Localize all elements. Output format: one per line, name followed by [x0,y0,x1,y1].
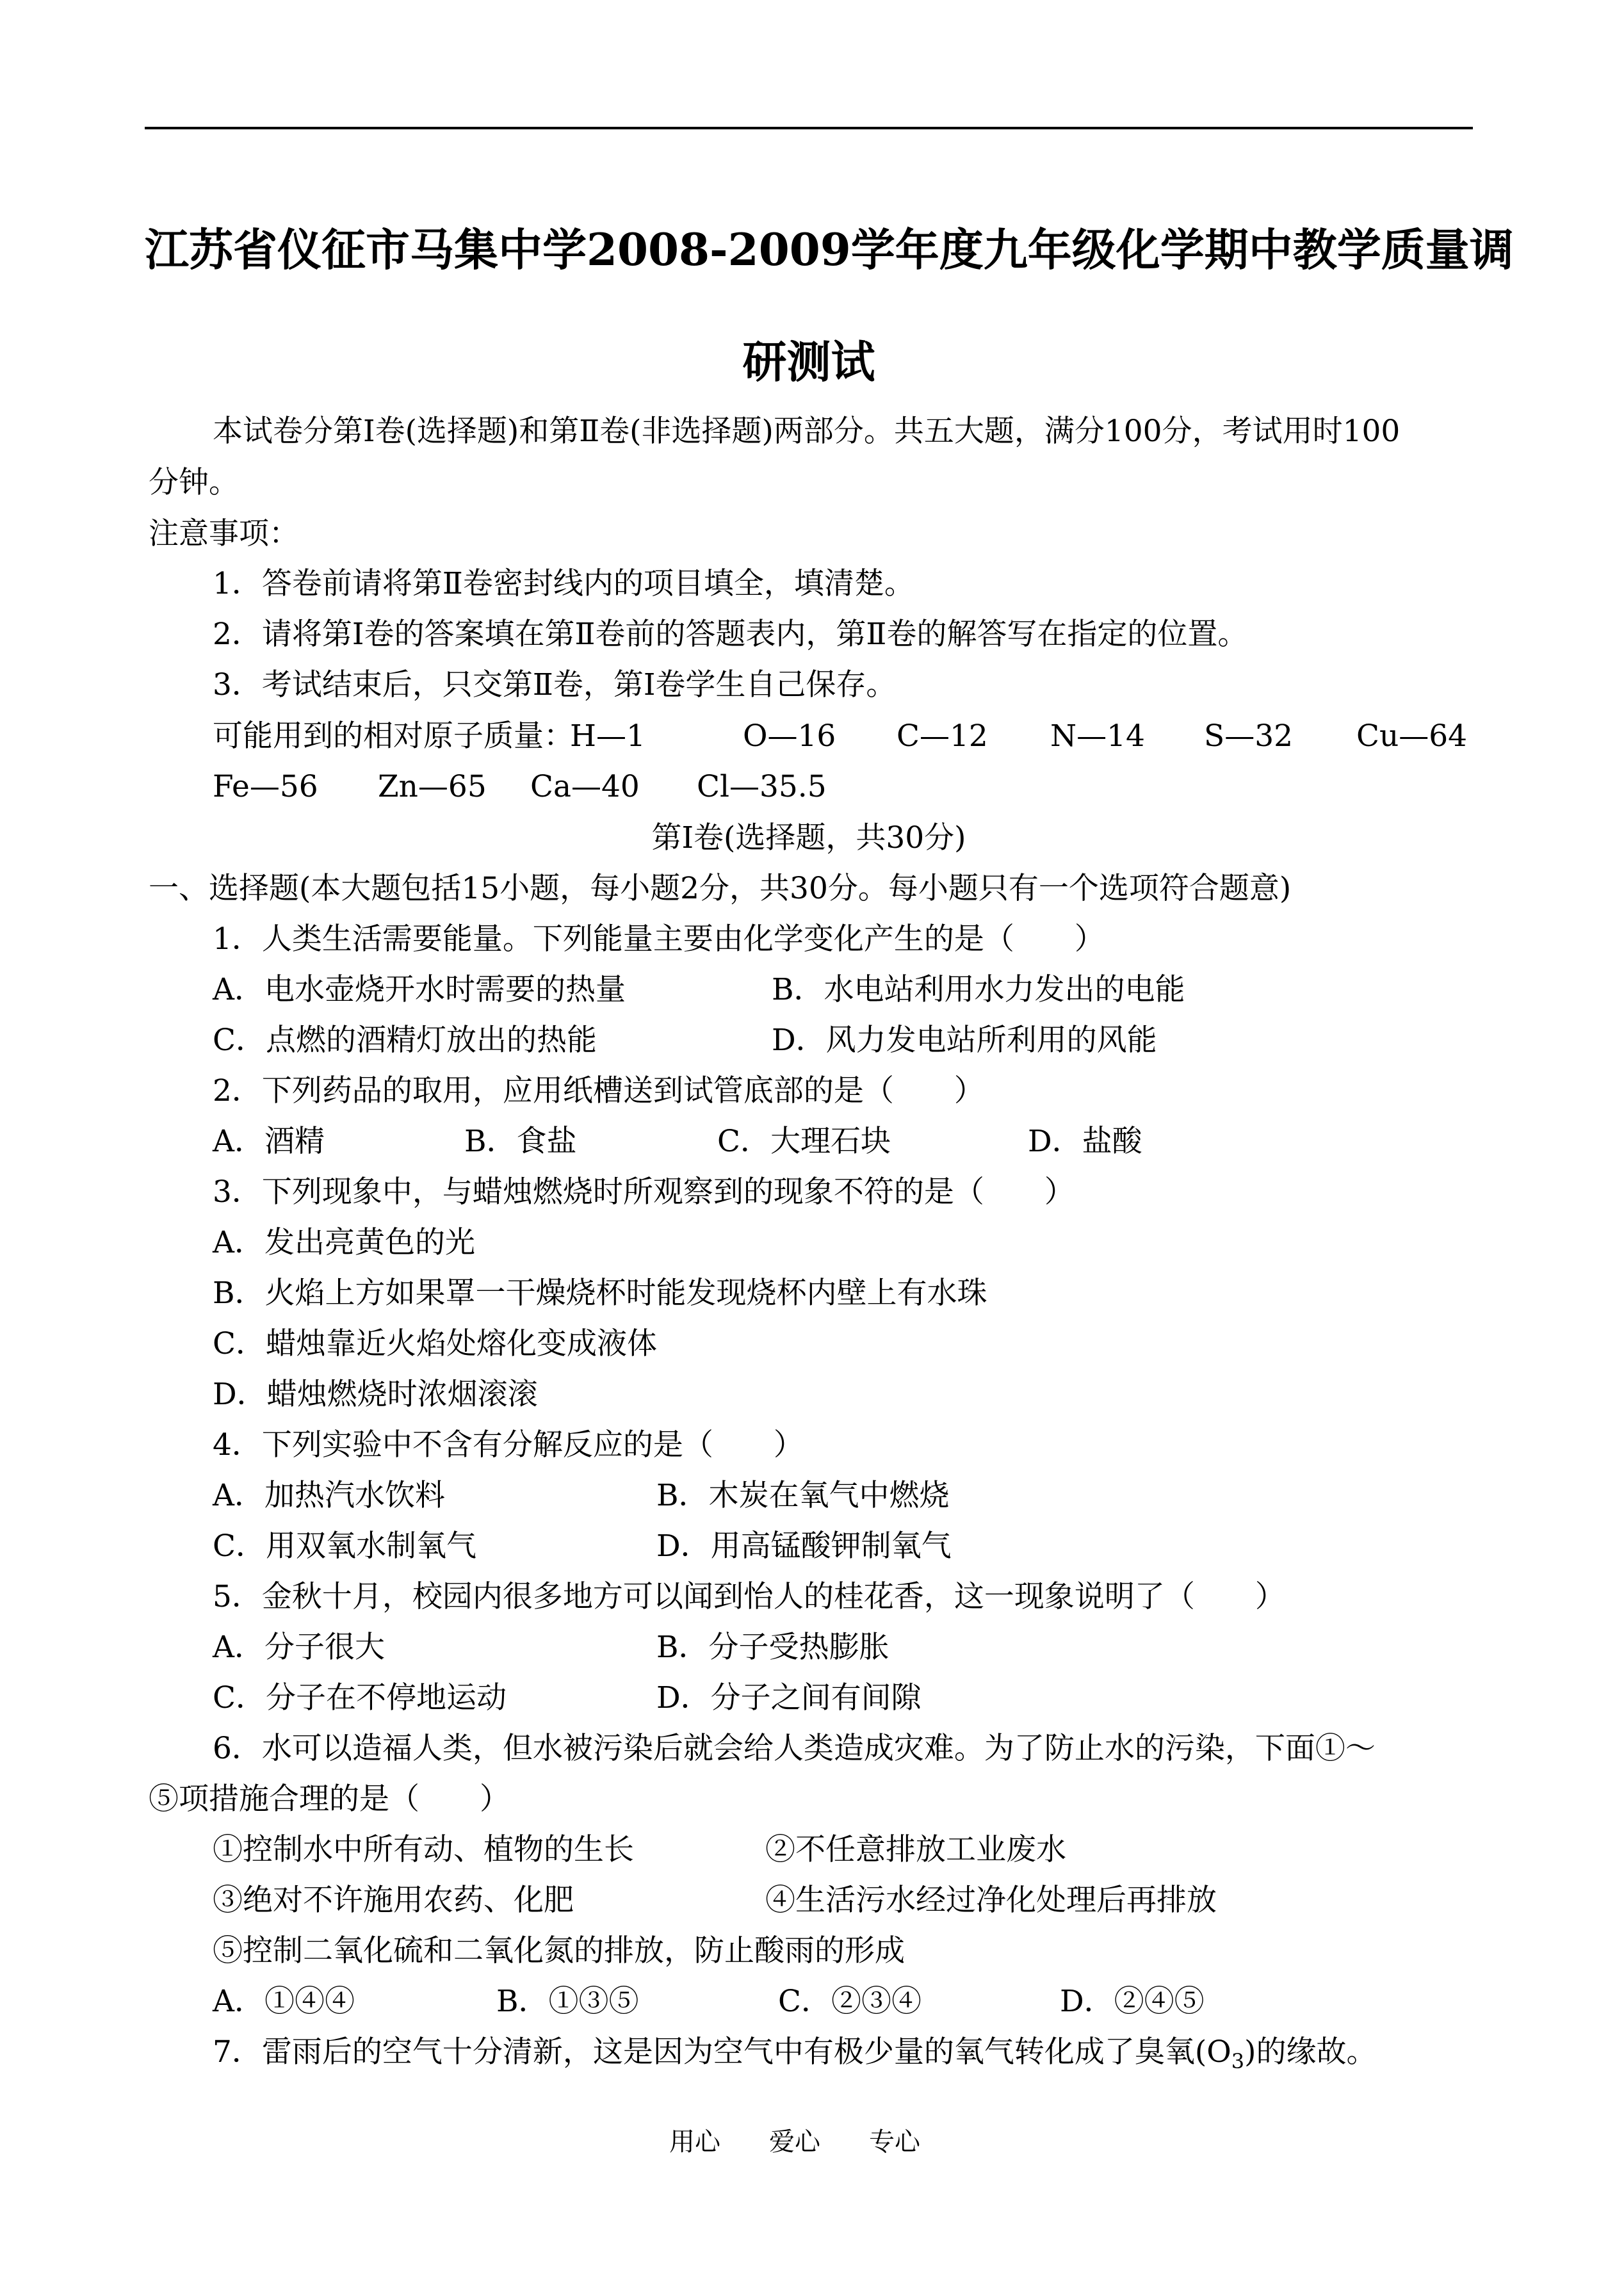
intro-line1: 本试卷分第Ⅰ卷(选择题)和第Ⅱ卷(非选择题)两部分。共五大题，满分100分，考试用时100 [213,414,1401,449]
atomic-mass-cu: Cu—64 [1356,718,1468,754]
q4-option-a: A．加热汽水饮料 [213,1478,445,1513]
q5-option-d: D．分子之间有间隙 [656,1680,922,1715]
doc-title-line2: 研测试 [742,336,875,388]
q6-option-a: A．①④④ [213,1984,355,2019]
doc-title-line1: 江苏省仪征市马集中学2008-2009学年度九年级化学期中教学质量调 [145,224,1514,276]
footer-item-3: 专心 [869,2127,920,2157]
atomic-mass-zn: Zn—65 [378,769,487,804]
q2-stem: 2．下列药品的取用，应用纸槽送到试管底部的是（ ） [213,1073,984,1108]
q2-option-b: B．食盐 [464,1124,577,1159]
q2-option-d: D．盐酸 [1028,1124,1142,1159]
q6-measure-2: ②不任意排放工业废水 [765,1832,1066,1867]
q6-option-b: B．①③⑤ [496,1984,639,2019]
q3-stem: 3．下列现象中，与蜡烛燃烧时所观察到的现象不符的是（ ） [213,1174,1075,1210]
footer-item-2: 爱心 [769,2127,820,2157]
part1-heading: 第Ⅰ卷(选择题，共30分) [651,820,966,856]
q6-option-d: D．②④⑤ [1060,1984,1205,2019]
q1-option-c: C．点燃的酒精灯放出的热能 [213,1023,597,1058]
atomic-mass-fe: Fe—56 [213,769,318,804]
notice-heading: 注意事项： [149,516,299,551]
atomic-mass-h: H—1 [570,718,646,754]
atomic-mass-c: C—12 [897,718,988,754]
q6-measure-4: ④生活污水经过净化处理后再排放 [765,1883,1217,1918]
q3-option-b: B．火焰上方如果罩一干燥烧杯时能发现烧杯内壁上有水珠 [213,1276,987,1311]
q7-subscript: 3 [1231,2049,1245,2073]
section-heading: 一、选择题(本大题包括15小题，每小题2分，共30分。每小题只有一个选项符合题意) [149,871,1292,906]
q5-stem: 5．金秋十月，校园内很多地方可以闻到怡人的桂花香，这一现象说明了（ ） [213,1579,1285,1614]
q6-measure-1: ①控制水中所有动、植物的生长 [213,1832,634,1867]
intro-line2: 分钟。 [149,465,239,500]
top-rule [145,127,1473,129]
q5-option-c: C．分子在不停地运动 [213,1680,507,1715]
notice-item-3: 3．考试结束后，只交第Ⅱ卷，第Ⅰ卷学生自己保存。 [213,667,897,702]
q6-option-c: C．②③④ [778,1984,922,2019]
q4-option-c: C．用双氧水制氧气 [213,1529,476,1564]
q3-option-c: C．蜡烛靠近火焰处熔化变成液体 [213,1326,657,1361]
atomic-mass-cl: Cl—35.5 [697,769,827,804]
q3-option-a: A．发出亮黄色的光 [213,1225,475,1260]
atomic-mass-n: N—14 [1050,718,1145,754]
notice-item-1: 1．答卷前请将第Ⅱ卷密封线内的项目填全，填清楚。 [213,566,914,601]
q2-option-a: A．酒精 [213,1124,325,1159]
q7-stem-before: 7．雷雨后的空气十分清新，这是因为空气中有极少量的氧气转化成了臭氧(O [213,2034,1231,2070]
q6-stem-line2: ⑤项措施合理的是（ ） [149,1781,510,1817]
q7-stem-after: )的缘故。 [1244,2034,1377,2070]
page-footer [669,2121,969,2158]
q3-option-d: D．蜡烛燃烧时浓烟滚滚 [213,1377,538,1412]
q5-option-b: B．分子受热膨胀 [656,1630,889,1665]
q4-option-b: B．木炭在氧气中燃烧 [656,1478,950,1513]
q6-stem-line1: 6．水可以造福人类，但水被污染后就会给人类造成灾难。为了防止水的污染，下面①～ [213,1731,1376,1766]
q1-option-d: D．风力发电站所利用的风能 [772,1023,1157,1058]
atomic-mass-ca: Ca—40 [530,769,640,804]
q6-measure-5: ⑤控制二氧化硫和二氧化氮的排放，防止酸雨的形成 [213,1933,905,1968]
q1-option-a: A．电水壶烧开水时需要的热量 [213,972,626,1007]
q4-option-d: D．用高锰酸钾制氧气 [656,1529,952,1564]
q2-option-c: C．大理石块 [717,1124,891,1159]
q4-stem: 4．下列实验中不含有分解反应的是（ ） [213,1427,804,1463]
q7-stem [213,2034,1377,2073]
footer-item-1: 用心 [669,2127,720,2157]
atomic-mass-label: 可能用到的相对原子质量： [213,718,574,754]
atomic-mass-o: O—16 [743,718,836,754]
q1-stem: 1．人类生活需要能量。下列能量主要由化学变化产生的是（ ） [213,921,1105,957]
atomic-mass-s: S—32 [1204,718,1294,754]
q1-option-b: B．水电站利用水力发出的电能 [772,972,1185,1007]
q6-measure-3: ③绝对不许施用农药、化肥 [213,1883,574,1918]
q5-option-a: A．分子很大 [213,1630,385,1665]
notice-item-2: 2．请将第Ⅰ卷的答案填在第Ⅱ卷前的答题表内，第Ⅱ卷的解答写在指定的位置。 [213,617,1248,652]
